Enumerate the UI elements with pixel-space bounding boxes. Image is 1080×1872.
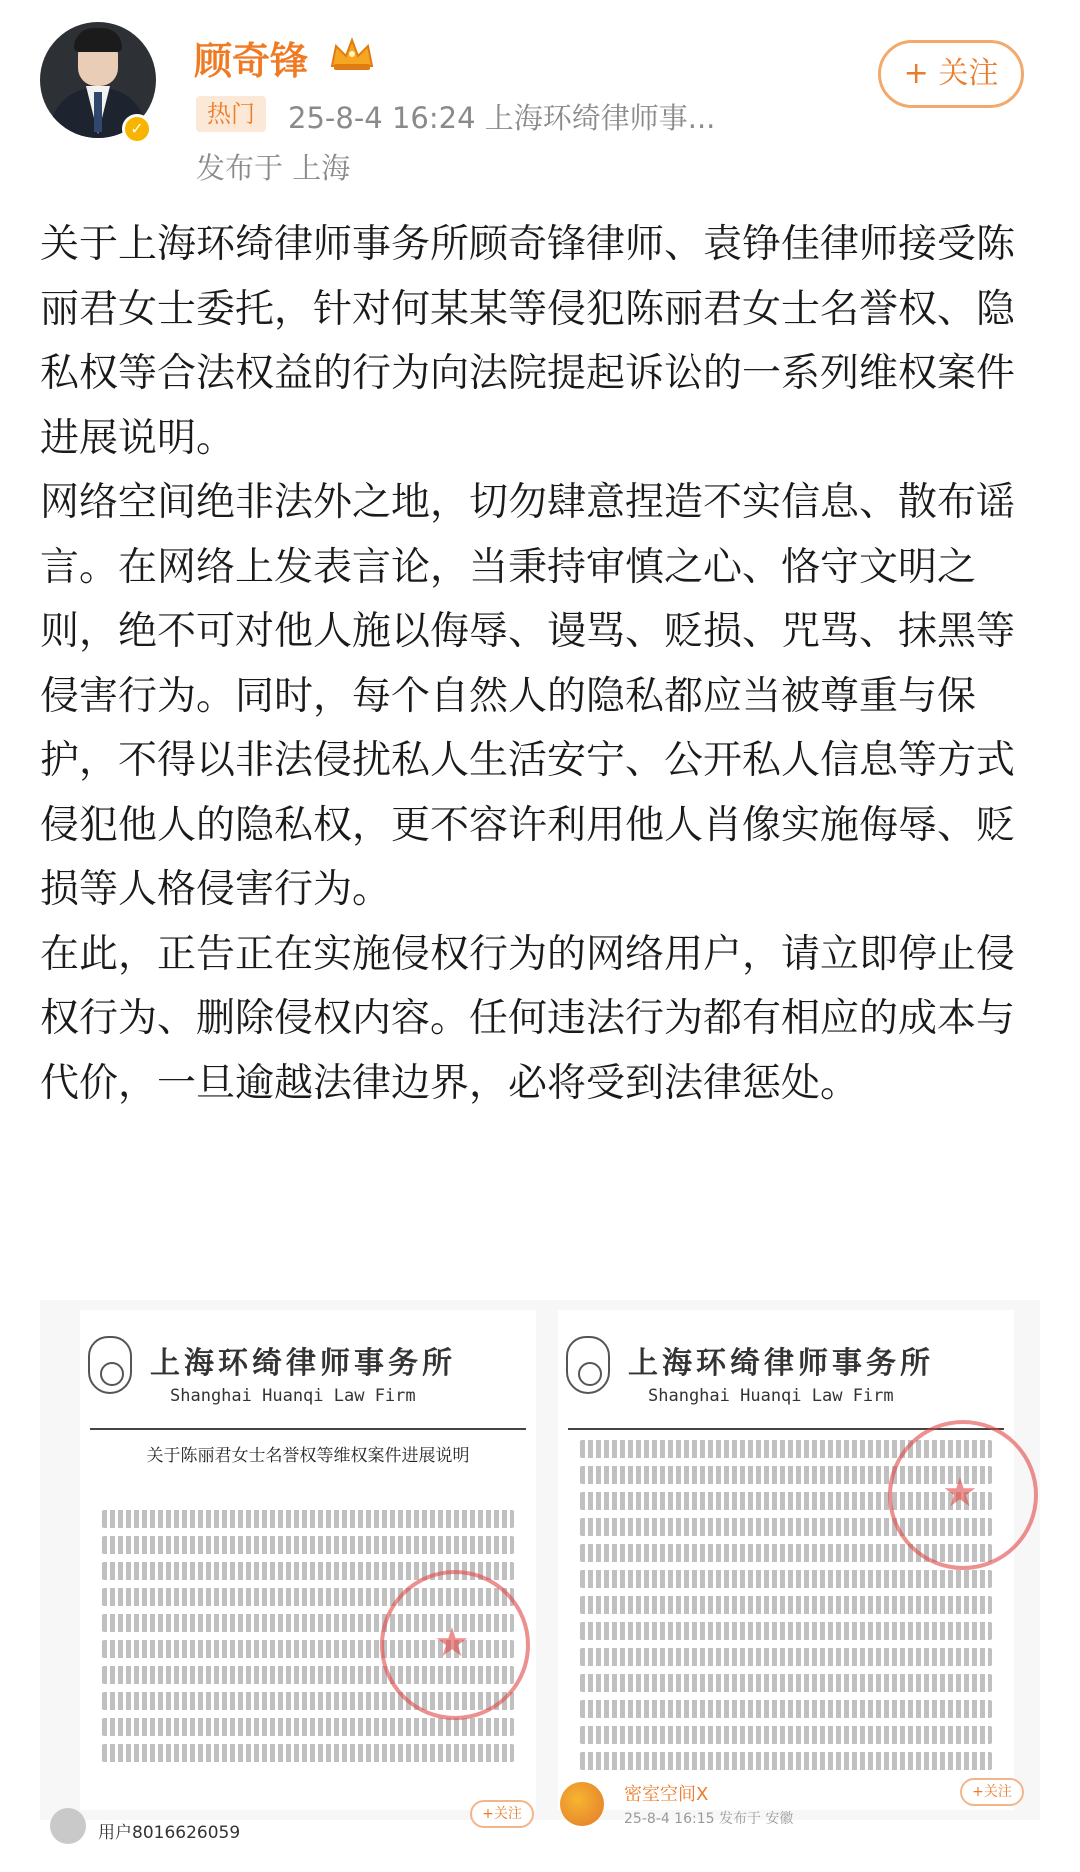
embedded-username: 用户8016626059 <box>98 1823 241 1843</box>
author-name[interactable]: 顾奇锋 <box>194 39 309 83</box>
post-body <box>40 213 1040 1116</box>
post-meta: 25-8-4 16:24 上海环绮律师事... <box>288 101 716 135</box>
avatar <box>560 1782 604 1826</box>
firm-name-en: Shanghai Huanqi Law Firm <box>170 1386 416 1406</box>
firm-name-cn: 上海环绮律师事务所 <box>628 1346 934 1381</box>
divider <box>90 1428 526 1430</box>
avatar-tie <box>94 92 102 132</box>
embedded-username: 密室空间X <box>624 1784 709 1805</box>
document-title: 关于陈丽君女士名誉权等维权案件进展说明 <box>146 1446 470 1466</box>
attached-image[interactable] <box>40 1300 1040 1820</box>
firm-logo-icon <box>566 1336 610 1394</box>
avatar-hair <box>74 28 122 52</box>
post-paragraph: 网络空间绝非法外之地，切勿肆意捏造不实信息、散布谣言。在网络上发表言论，当秉持审慎之心、恪守文明之则，绝不可对他人施以侮辱、谩骂、贬损、咒骂、抹黑等侵害行为。同时，每个自然人的隐私都应当被尊重与保护，不得以非法侵扰私人生活安宁、公开私人信息等方式侵犯他人的隐私权，更不容许利用他人肖像实施侮辱、贬损等人格侵害行为。 <box>40 480 1016 912</box>
embedded-follow-button: +关注 <box>470 1800 534 1828</box>
post-paragraph: 在此，正告正在实施侵权行为的网络用户，请立即停止侵权行为、删除侵权内容。任何违法行为都有相应的成本与代价，一旦逾越法律边界，必将受到法律惩处。 <box>40 931 1016 1106</box>
crown-icon <box>328 36 376 72</box>
hot-tag: 热门 <box>196 96 266 132</box>
seal-stamp-icon <box>380 1570 530 1720</box>
embedded-post-meta: 25-8-4 16:15 发布于 安徽 <box>624 1811 794 1827</box>
seal-stamp-icon <box>888 1420 1038 1570</box>
firm-logo-icon <box>88 1336 132 1394</box>
post-location: 发布于 上海 <box>196 151 351 185</box>
embedded-follow-button: +关注 <box>960 1778 1024 1806</box>
firm-name-cn: 上海环绮律师事务所 <box>150 1346 456 1381</box>
post-paragraph: 关于上海环绮律师事务所顾奇锋律师、袁铮佳律师接受陈丽君女士委托，针对何某某等侵犯陈丽君女士名誉权、隐私权等合法权益的行为向法院提起诉讼的一系列维权案件进展说明。 <box>40 222 1016 461</box>
document-page-left <box>80 1310 536 1810</box>
document-page-right <box>558 1310 1014 1810</box>
firm-name-en: Shanghai Huanqi Law Firm <box>648 1386 894 1406</box>
verified-icon: ✓ <box>122 114 152 144</box>
follow-button[interactable]: + 关注 <box>878 40 1024 108</box>
avatar <box>50 1808 86 1844</box>
